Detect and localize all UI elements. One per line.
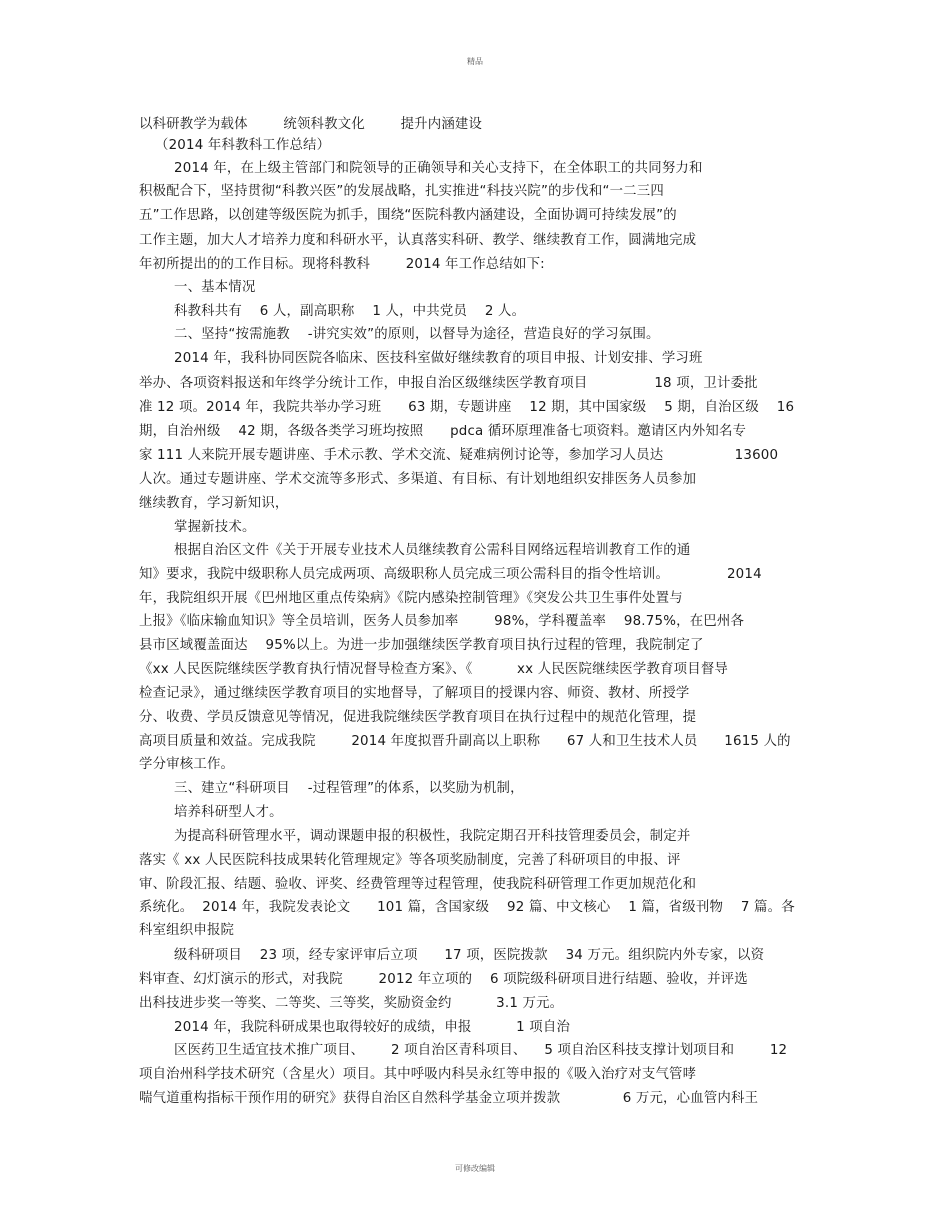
doc-subtitle: （2014 年科教科工作总结） — [155, 138, 331, 153]
text-line: 区医药卫生适宜技术推广项目、 2 项自治区青科项目、 5 项自治区科技支撑计划项目和 12 — [174, 1043, 788, 1058]
text-line: 根据自治区文件《关于开展专业技术人员继续教育公需科目网络远程培训教育工作的通 — [174, 543, 691, 558]
text-line: 积极配合下，坚持贯彻“科教兴医”的发展战略，扎实推进“科技兴院”的步伐和“一二三四 — [139, 184, 664, 199]
text-line: 工作主题，加大人才培养力度和科研水平，认真落实科研、教学、继续教育工作，圆满地完成 — [139, 233, 697, 248]
doc-title: 以科研教学为载体 统领科教文化 提升内涵建设 — [139, 117, 483, 132]
text-line: 2014 年，我院科研成果也取得较好的成绩，申报 1 项自治 — [174, 1020, 571, 1035]
text-line: 2014 年，我科协同医院各临床、医技科室做好继续教育的项目申报、计划安排、学习班 — [174, 351, 703, 366]
section-heading: 三、建立“科研项目 -过程管理”的体系，以奖励为机制， — [174, 781, 524, 796]
text-line: 检查记录》，通过继续医学教育项目的实地督导，了解项目的授课内容、师资、教材、所授学 — [139, 686, 690, 701]
section-heading: 培养科研型人才。 — [174, 805, 283, 820]
text-line: 系统化。 2014 年，我院发表论文 101 篇，含国家级 92 篇、中文核心 1 篇，省级刊物 7 篇。各 — [139, 900, 795, 915]
text-line: 科室组织申报院 — [139, 923, 235, 938]
text-line: 分、收费、学员反馈意见等情况，促进我院继续医学教育项目在执行过程中的规范化管理，提 — [139, 710, 697, 725]
text-line: 2014 年，在上级主管部门和院领导的正确领导和关心支持下，在全体职工的共同努力和 — [174, 161, 703, 176]
page-header: 精品 — [467, 57, 483, 66]
text-line: 掌握新技术。 — [174, 520, 256, 535]
text-line: 科教科共有 6 人，副高职称 1 人，中共党员 2 人。 — [174, 304, 526, 319]
text-line: 年，我院组织开展《巴州地区重点传染病》《院内感染控制管理》《突发公共卫生事件处置与 — [139, 591, 683, 606]
text-line: 出科技进步奖一等奖、二等奖、三等奖，奖励资金约 3.1 万元。 — [139, 996, 564, 1011]
text-line: 五”工作思路，以创建等级医院为抓手，围绕“医院科教内涵建设，全面协调可持续发展”的 — [139, 208, 677, 223]
text-line: 上报》《临床输血知识》等全员培训，医务人员参加率 98%，学科覆盖率 98.75%，在巴州各 — [139, 614, 745, 629]
text-line: 举办、各项资料报送和年终学分统计工作，申报自治区级继续医学教育项目 18 项，卫计委批 — [139, 376, 758, 391]
text-line: 项自治州科学技术研究（含星火）项目。其中呼吸内科吴永红等申报的《吸入治疗对支气管哮 — [139, 1067, 697, 1082]
text-line: 准 12 项。2014 年，我院共举办学习班 63 期，专题讲座 12 期，其中国家级 5 期，自治区级 16 — [139, 400, 795, 415]
text-line: 料审查、幻灯演示的形式，对我院 2012 年立项的 6 项院级科研项目进行结题、验收，并评选 — [139, 972, 748, 987]
text-line: 高项目质量和效益。完成我院 2014 年度拟晋升副高以上职称 67 人和卫生技术人员 1615 人的 — [139, 734, 791, 749]
text-line: 知》要求，我院中级职称人员完成两项、高级职称人员完成三项公需科目的指令性培训。 2014 — [139, 567, 762, 582]
text-line: 《xx 人民医院继续医学教育执行情况督导检查方案》、《 xx 人民医院继续医学教育项目督导 — [139, 662, 729, 677]
text-line: 期，自治州级 42 期，各级各类学习班均按照 pdca 循环原理准备七项资料。邀请区内外知名专 — [139, 424, 747, 439]
section-heading: 一、基本情况 — [174, 280, 256, 295]
text-line: 学分审核工作。 — [139, 757, 235, 772]
page-footer: 可修改编辑 — [455, 1164, 495, 1173]
text-line: 级科研项目 23 项，经专家评审后立项 17 项，医院拨款 34 万元。组织院内外专家，以资 — [174, 948, 765, 963]
section-heading: 二、坚持“按需施教 -讲究实效”的原则，以督导为途径，营造良好的学习氛围。 — [174, 327, 660, 342]
text-line: 落实《 xx 人民医院科技成果转化管理规定》等各项奖励制度，完善了科研项目的申报、评 — [139, 853, 681, 868]
text-line: 年初所提出的的工作目标。现将科教科 2014 年工作总结如下: — [139, 257, 545, 272]
text-line: 继续教育，学习新知识， — [139, 496, 289, 511]
text-line: 家 111 人来院开展专题讲座、手术示教、学术交流、疑难病例讨论等，参加学习人员达 13600 — [139, 448, 779, 463]
text-line: 县市区域覆盖面达 95%以上。为进一步加强继续医学教育项目执行过程的管理，我院制定了 — [139, 638, 704, 653]
text-line: 审、阶段汇报、结题、验收、评奖、经费管理等过程管理，使我院科研管理工作更加规范化和 — [139, 877, 697, 892]
text-line: 人次。通过专题讲座、学术交流等多形式、多渠道、有目标、有计划地组织安排医务人员参加 — [139, 472, 697, 487]
text-line: 喘气道重构指标干预作用的研究》获得自治区自然科学基金立项并拨款 6 万元，心血管内科王 — [139, 1091, 759, 1106]
text-line: 为提高科研管理水平，调动课题申报的积极性，我院定期召开科技管理委员会，制定并 — [174, 829, 691, 844]
